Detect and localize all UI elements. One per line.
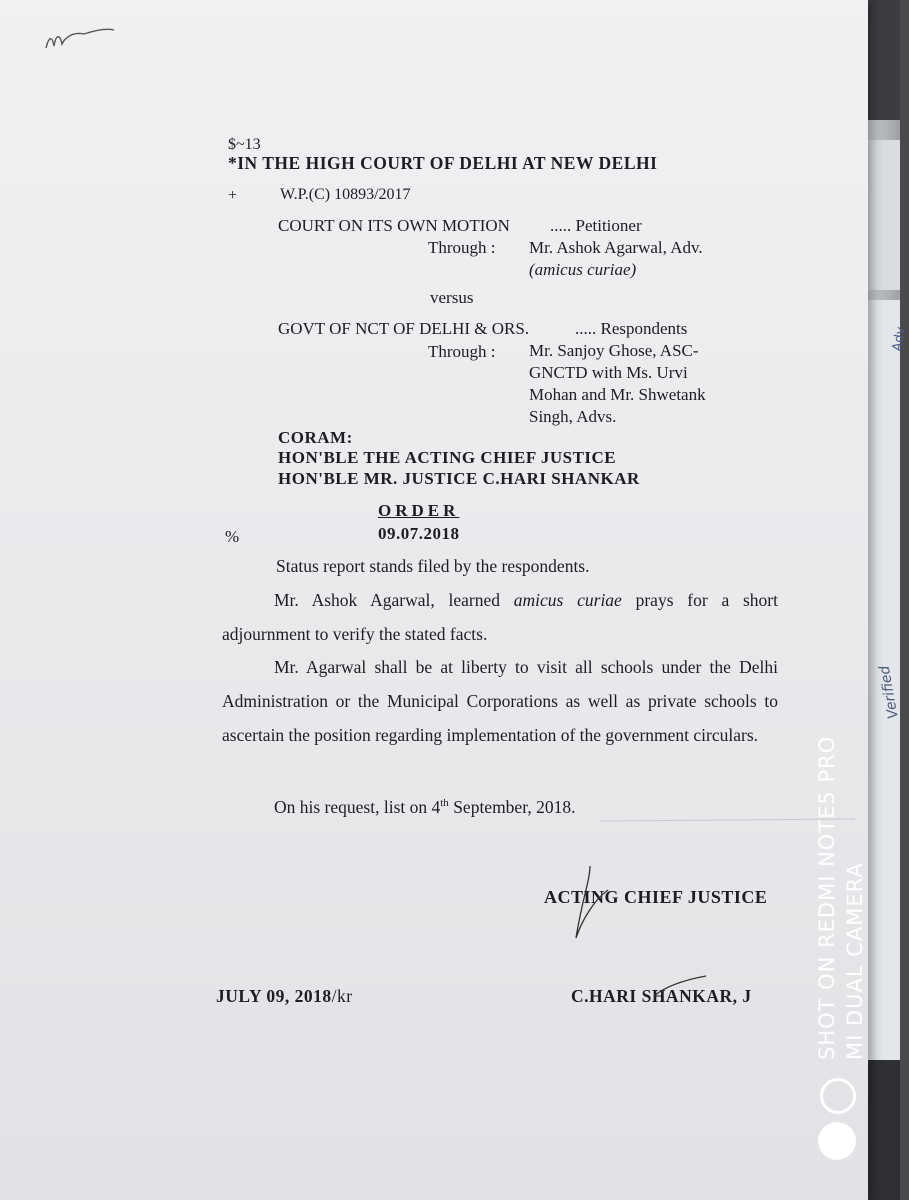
- coram-judge: HON'BLE MR. JUSTICE C.HARI SHANKAR: [278, 469, 640, 488]
- paragraph-2-text-end: prays for a short adjournment to verify the stated facts.: [222, 590, 778, 644]
- signature-acting-chief-justice: ACTING CHIEF JUSTICE: [544, 887, 768, 907]
- paragraph-4-superscript: th: [440, 797, 449, 809]
- footer-initials: /kr: [331, 986, 353, 1006]
- petitioner-through-label: Through :: [428, 238, 496, 257]
- coram-heading: CORAM:: [278, 428, 353, 447]
- coram-judge: HON'BLE THE ACTING CHIEF JUSTICE: [278, 448, 617, 467]
- paragraph-2: [222, 583, 778, 651]
- paragraph-4-text: On his request, list on 4: [274, 796, 441, 817]
- order-title: ORDER: [378, 501, 460, 520]
- respondent-counsel-line: Singh, Advs.: [529, 407, 617, 426]
- paragraph-4-text-end: September, 2018.: [448, 796, 576, 817]
- signature-judge: C.HARI SHANKAR, J: [571, 986, 752, 1006]
- petitioner-role: ..... Petitioner: [550, 216, 642, 235]
- watermark-line-2: MI DUAL CAMERA: [843, 862, 867, 1060]
- watermark-line-1: SHOT ON REDMI NOTE5 PRO: [815, 735, 839, 1060]
- footer-date: [216, 986, 353, 1007]
- watermark-dot-icon: [818, 1122, 856, 1160]
- signature-tick-icon: [650, 972, 710, 1002]
- order-date: 09.07.2018: [378, 524, 460, 543]
- paragraph-2-text: Mr. Ashok Agarwal, learned: [274, 590, 514, 610]
- respondent-name: GOVT OF NCT OF DELHI & ORS.: [278, 319, 530, 338]
- respondent-counsel-line: GNCTD with Ms. Urvi: [529, 363, 688, 382]
- versus-label: versus: [430, 288, 474, 307]
- background-side-text-verified: Verified: [876, 664, 902, 720]
- paragraph-1: Status report stands filed by the respondents.: [276, 556, 590, 576]
- paragraph-3: Mr. Agarwal shall be at liberty to visit all schools under the Delhi Administration or the Municipal Corporations as well as private schools to ascertain the position regarding implementation of the government circulars.: [222, 657, 778, 745]
- case-number: W.P.(C) 10893/2017: [280, 186, 411, 203]
- petitioner-counsel: Mr. Ashok Agarwal, Adv.: [529, 238, 703, 257]
- respondent-role: ..... Respondents: [575, 319, 688, 338]
- document-marker: $~13: [228, 136, 261, 153]
- watermark-ring-icon: [820, 1078, 856, 1114]
- plus-sign: +: [228, 187, 238, 204]
- petitioner-counsel-role: (amicus curiae): [529, 260, 637, 279]
- respondent-counsel-line: Mr. Sanjoy Ghose, ASC-: [529, 341, 699, 360]
- respondent-counsel-line: Mohan and Mr. Shwetank: [529, 385, 706, 404]
- percent-mark: %: [225, 527, 240, 546]
- handwritten-scribble: [40, 22, 120, 62]
- petitioner-name: COURT ON ITS OWN MOTION: [278, 216, 510, 235]
- court-title: *IN THE HIGH COURT OF DELHI AT NEW DELHI: [228, 153, 658, 173]
- respondent-through-label: Through :: [428, 342, 496, 361]
- footer-date-text: JULY 09, 2018: [216, 986, 332, 1006]
- camera-watermark: [813, 736, 869, 1060]
- signature-stroke-icon: [568, 860, 628, 950]
- background-side-text-adv: Adv: [890, 325, 909, 353]
- paragraph-2-italic: amicus curiae: [513, 590, 622, 610]
